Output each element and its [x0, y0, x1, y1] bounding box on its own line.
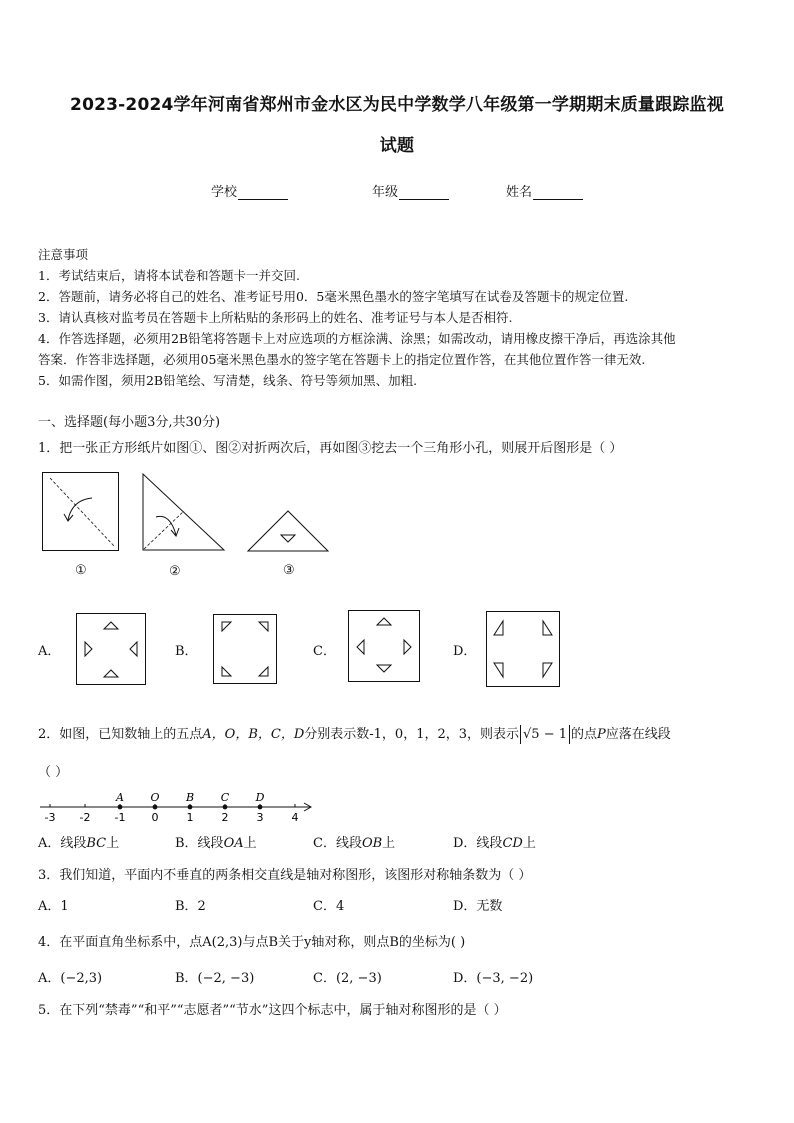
exam-title-line2: 试题: [379, 136, 415, 156]
q1-option-c-label[interactable]: C．: [313, 644, 336, 659]
q1-option-a-label[interactable]: A．: [38, 644, 61, 659]
grade-blank[interactable]: [399, 186, 449, 200]
q2-stem-a: 2．如图，已知数轴上的五点: [38, 727, 203, 742]
q1-option-d-label[interactable]: D．: [453, 644, 477, 659]
q2-paren: （ ）: [38, 765, 69, 780]
q3-option-d[interactable]: D．无数: [453, 899, 503, 914]
axis-point: [153, 805, 158, 810]
q3-stem: 3．我们知道，平面内不垂直的两条相交直线是轴对称图形，该图形对称轴条数为（ ）: [38, 868, 532, 883]
q1-fig1-label: ①: [75, 563, 87, 578]
q2-radical: √5 − 1: [520, 725, 570, 744]
q1-option-c-figure[interactable]: [348, 610, 420, 682]
q2-number-line: [38, 790, 318, 826]
q1-fig1: [42, 472, 120, 552]
q4-stem: 4．在平面直角坐标系中，点A(2,3)与点B关于y轴对称，则点B的坐标为( ): [38, 935, 466, 950]
q1-fig2: [142, 473, 226, 553]
q4-option-d[interactable]: D．(−3, −2): [453, 971, 534, 986]
axis-point: [188, 805, 193, 810]
q2-stem-c: 的点: [571, 727, 598, 742]
axis-point: [118, 805, 123, 810]
axis-point-label: A: [116, 791, 124, 804]
axis-point: [223, 805, 228, 810]
q4-option-b[interactable]: B．(−2, −3): [175, 971, 255, 986]
q2-option-b[interactable]: B．线段OA上: [175, 836, 257, 851]
school-label: 学校: [211, 185, 238, 200]
q1-option-b-label[interactable]: B．: [175, 644, 198, 659]
q1-option-b-figure[interactable]: [213, 614, 277, 684]
axis-point-label: C: [220, 791, 230, 804]
axis-tick-label: 4: [291, 811, 299, 824]
q1-option-a-figure[interactable]: [76, 613, 146, 685]
note-item: 2．答题前，请务必将自己的姓名、准考证号用0．5毫米黑色墨水的签字笔填写在试卷及答题卡的规定位置.: [38, 289, 629, 304]
q2-point-p: P: [597, 727, 606, 742]
q2-stem: [38, 723, 671, 742]
note-item: 5．如需作图，须用2B铅笔绘、写清楚，线条、符号等须加黑、加粗.: [38, 373, 418, 388]
q2-stem-d: 应落在线段: [605, 727, 671, 742]
axis-tick-label: 3: [256, 811, 264, 824]
q2-stem-b: 分别表示数-1，0，1，2，3，则表示: [304, 727, 520, 742]
q2-points: A，O，B，C，D: [202, 727, 305, 742]
grade-field[interactable]: [372, 181, 449, 200]
exam-title-line1: 2023-2024学年河南省郑州市金水区为民中学数学八年级第一学期期末质量跟踪监视: [70, 95, 724, 115]
q1-fig3: [247, 510, 329, 552]
exam-notes: [38, 244, 758, 391]
axis-tick-label: 1: [186, 811, 194, 824]
axis-tick-label: -1: [114, 811, 126, 824]
q1-fig2-label: ②: [169, 564, 181, 579]
grade-label: 年级: [372, 185, 399, 200]
q3-option-a[interactable]: A．1: [38, 899, 69, 914]
notes-heading: 注意事项: [38, 247, 89, 262]
q2-option-c[interactable]: C．线段OB上: [313, 836, 396, 851]
q4-option-c[interactable]: C．(2, −3): [313, 971, 382, 986]
q3-option-b[interactable]: B．2: [175, 899, 206, 914]
q1-stem: 1．把一张正方形纸片如图①、图②对折两次后，再如图③挖去一个三角形小孔，则展开后图形是（ ）: [38, 441, 623, 456]
axis-point-label: D: [255, 791, 265, 804]
note-item: 4．作答选择题，必须用2B铅笔将答题卡上对应选项的方框涂满、涂黑；如需改动，请用橡皮擦干净后，再选涂其他: [38, 331, 676, 346]
axis-tick-label: -3: [44, 811, 56, 824]
name-blank[interactable]: [533, 186, 583, 200]
axis-tick-label: -2: [79, 811, 91, 824]
note-item: 答案．作答非选择题，必须用05毫米黑色墨水的签字笔在答题卡上的指定位置作答，在其他位置作答一律无效.: [38, 352, 646, 367]
axis-tick-label: 0: [151, 811, 159, 824]
q1-fig3-label: ③: [283, 563, 295, 578]
axis-point-label: B: [185, 791, 195, 804]
axis-point-label: O: [150, 791, 160, 804]
q3-option-c[interactable]: C．4: [313, 899, 345, 914]
q2-option-d[interactable]: D．线段CD上: [453, 836, 536, 851]
name-field[interactable]: [506, 181, 583, 200]
q2-option-a[interactable]: A．线段BC上: [38, 836, 120, 851]
section-heading: 一、选择题(每小题3分,共30分): [38, 415, 221, 430]
axis-tick-label: 2: [221, 811, 229, 824]
q5-stem: 5．在下列“禁毒”“和平”“志愿者”“节水”这四个标志中，属于轴对称图形的是（ ）: [38, 1003, 507, 1018]
note-item: 1．考试结束后，请将本试卷和答题卡一并交回.: [38, 268, 300, 283]
note-item: 3．请认真核对监考员在答题卡上所粘贴的条形码上的姓名、准考证号与本人是否相符.: [38, 310, 513, 325]
name-label: 姓名: [506, 185, 533, 200]
axis-point: [258, 805, 263, 810]
school-field[interactable]: [211, 181, 288, 200]
q1-option-d-figure[interactable]: [486, 611, 560, 687]
q4-option-a[interactable]: A．(−2,3): [38, 971, 103, 986]
school-blank[interactable]: [238, 186, 288, 200]
